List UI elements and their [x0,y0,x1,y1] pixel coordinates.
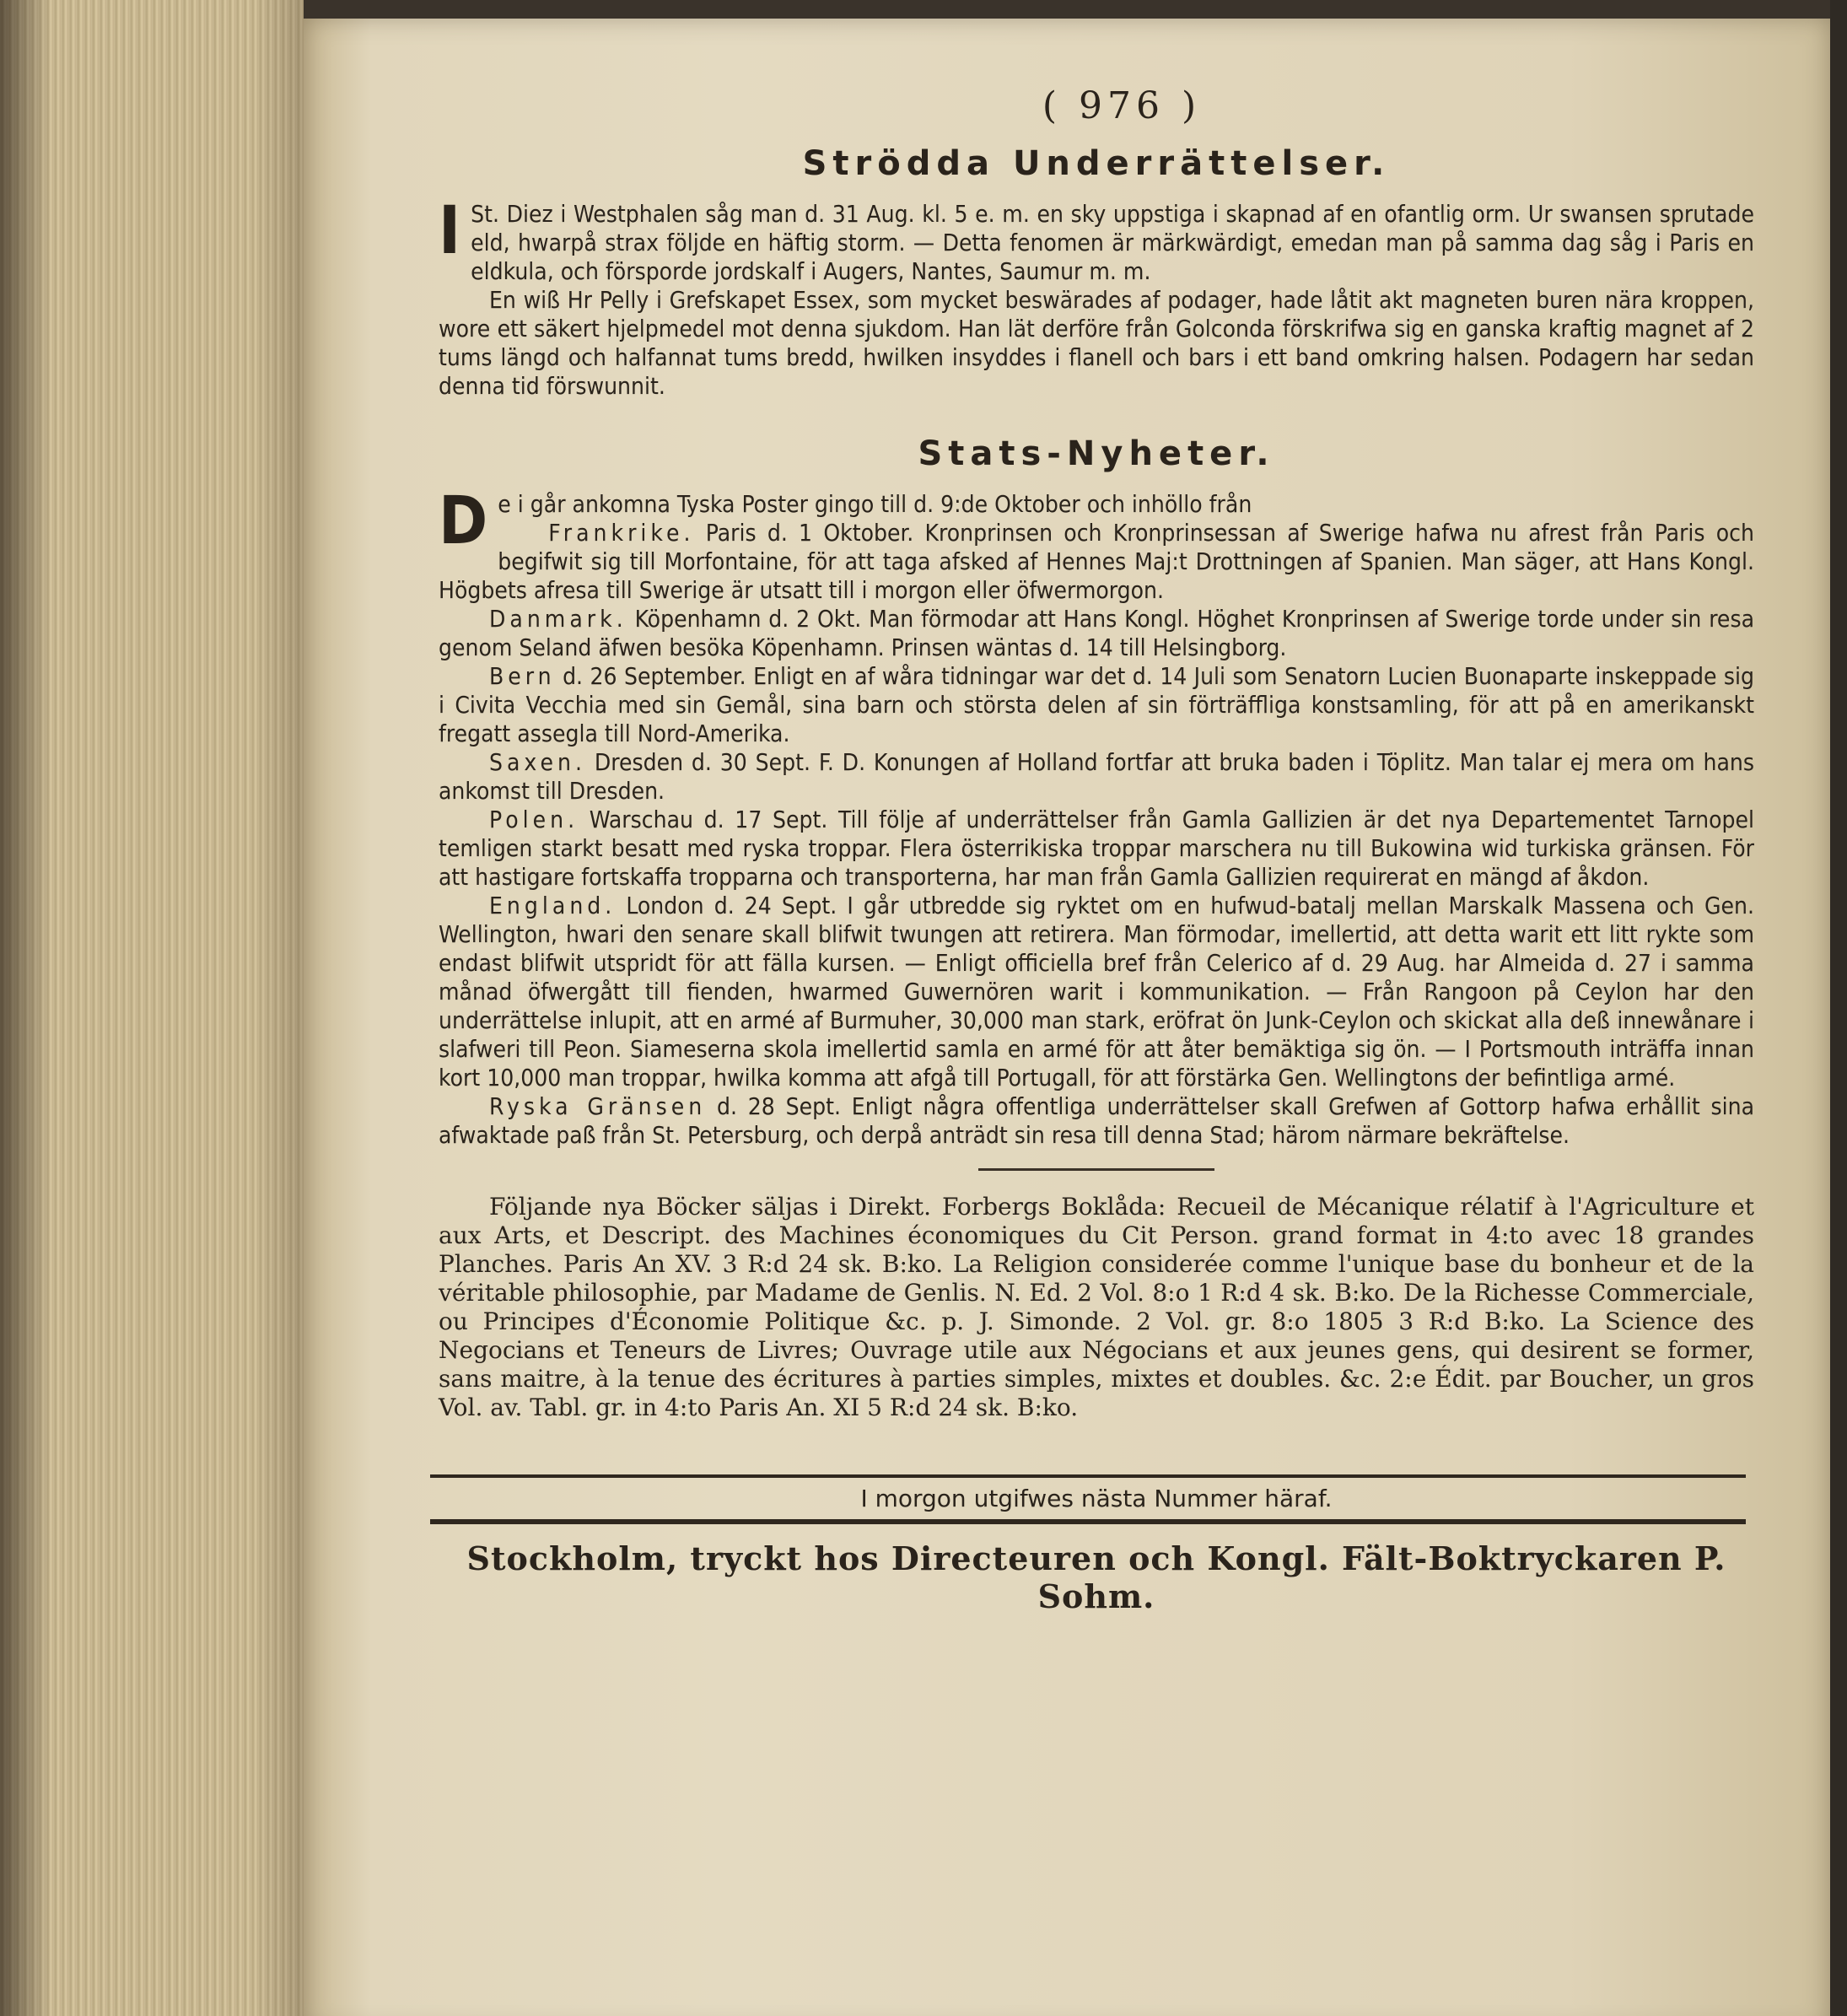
news-item [439,806,1754,892]
section-title-strodda: Strödda Underrättelser. [802,144,1391,183]
news-text: Warschau d. 17 Sept. Till följe af underrättelser från Gamla Gallizien är det nya Departementet Tarnopel temligen starkt besatt med ryska troppar. Flera österrikiska troppar marschera nu till Bukowina wid turkiska gränsen. För att hastigare fortskaffa tropparna och transporterna, har man från Gamla Gallizien requirerat en mängd af åkdon. [439,806,1754,891]
book-advertisement: Följande nya Böcker säljas i Direkt. Forbergs Boklåda: Recueil de Mécanique rélatif à l'Agriculture et aux Arts, et Descript. des Machines économiques du Cit Person. grand format in 4:to avec 18 grandes Planches. Paris An XV. 3 R:d 24 sk. B:ko. La Religion considerée comme l'unique base du bonheur et de la véritable philosophie, par Madame de Genlis. N. Ed. 2 Vol. 8:o 1 R:d 4 sk. B:ko. De la Richesse Commerciale, ou Principes d'Économie Politique &c. p. J. Simonde. 2 Vol. gr. 8:o 1805 3 R:d B:ko. La Science des Negocians et Teneurs de Livres; Ouvrage utile aux Négocians et aux jeunes gens, qui desirent se former, sans maitre, à la tenue des écritures à parties simples, mixtes et doubles. &c. 2:e Édit. par Boucher, un gros Vol. av. Tabl. gr. in 4:to Paris An. XI 5 R:d 24 sk. B:ko. [439,1193,1754,1421]
notice-rule-top [430,1474,1746,1478]
news-text: Dresden d. 30 Sept. F. D. Konungen af Holland fortfar att bruka baden i Töplitz. Man talar ej mera om hans ankomst till Dresden. [439,748,1755,805]
news-text: d. 26 September. Enligt en af wåra tidningar war det d. 14 Juli som Senatorn Lucien Buonaparte inskeppade sig i Civita Vecchia med sin Gemål, sina barn och största delen af sin förträffliga konstsamling, för att på en amerikanskt fregatt assegla till Nord-Amerika. [439,662,1755,747]
page-edges [0,0,329,2016]
paragraph-text: e i går ankomna Tyska Poster gingo till d. 9:de Oktober och inhöllo från [498,490,1252,518]
news-country: Bern [489,662,556,690]
news-text: London d. 24 Sept. I går utbredde sig ryktet om en hufwud-batalj mellan Marskalk Massena och Gen. Wellington, hwari den senare skall blifwit twungen att retirera. Man förmodar, imellertid, att detta warit ett litt rykte som endast blifwit utspridt för att fälla kursen. — Enligt officiella bref från Celerico af d. 29 Aug. har Almeida d. 27 i samma månad öfwergått till fienden, hwarmed Guwernören warit i kommunikation. — Från Rangoon på Ceylon har den underrättelse inlupit, att en armé af Burmuher, 30,000 man stark, eröfrat ön Junk-Ceylon och skickat alla deß innewånare i slafweri till Peon. Siameserna skola imellertid samla en armé för att åter bemäktiga sig ön. — I Portsmouth inträffa innan kort 10,000 man troppar, hwilka komma att afgå till Portugall, för att förstärka Gen. Wellingtons der befintliga armé. [439,892,1754,1092]
news-item [439,748,1754,806]
notice-rule-bottom [430,1519,1746,1524]
section-divider [978,1168,1214,1171]
next-issue-notice: I morgon utgifwes nästa Nummer häraf. [860,1485,1333,1512]
news-country: Frankrike. [548,519,695,547]
news-text: d. 28 Sept. Enligt några offentliga underrättelser skall Grefwen af Gottorp hafwa erhållit sina afwaktade paß från St. Petersburg, och derpå anträdt sin resa till denna Stad; härom närmare bekräftelse. [439,1092,1755,1149]
dropcap: D [439,483,488,559]
news-item [439,519,1754,605]
news-country: Ryska Gränsen [489,1092,707,1120]
top-shadow [304,0,1847,19]
page-content [439,84,1754,1615]
news-country: Danmark. [489,605,627,633]
news-text: Paris d. 1 Oktober. Kronprinsen och Kronprinsessan af Swerige hafwa nu afrest från Paris och begifwit sig till Morfontaine, för att taga afsked af Hennes Maj:t Drottningen af Spanien. Man säger, att Hans Kongl. Högbets afresa till Swerige är utsatt till i morgon eller öfwermorgon. [439,519,1755,604]
dropcap: I [439,193,461,269]
article-paragraph [439,193,1754,286]
news-item [439,892,1754,1092]
page-number: ( 976 ) [1042,84,1202,127]
news-item [439,1092,1754,1150]
news-item [439,605,1754,662]
printer-imprint: Stockholm, tryckt hos Directeuren och Kongl. Fält-Boktryckaren P. Sohm. [466,1539,1726,1615]
paragraph-text: St. Diez i Westphalen såg man d. 31 Aug. kl. 5 e. m. en sky uppstiga i skapnad af en ofantlig orm. Ur swansen sprutade eld, hwarpå strax följde en häftig storm. — Detta fenomen är märkwärdigt, emedan man på samma dag såg i Paris en eldkula, och försporde jordskalf i Augers, Nantes, Saumur m. m. [471,200,1754,285]
news-text: Köpenhamn d. 2 Okt. Man förmodar att Hans Kongl. Höghet Kronprinsen af Swerige torde under sin resa genom Seland äfwen besöka Köpenhamn. Prinsen wäntas d. 14 till Helsingborg. [439,605,1754,661]
news-country: England. [489,892,617,919]
news-item [439,662,1754,748]
news-country: Polen. [489,806,579,833]
news-country: Saxen. [489,748,586,776]
section-title-stats-nyheter: Stats-Nyheter. [918,434,1275,473]
right-shadow [1830,0,1847,2016]
article-paragraph: En wiß Hr Pelly i Grefskapet Essex, som mycket beswärades af podager, hade låtit akt magneten buren nära kroppen, wore ett säkert hjelpmedel mot denna sjukdom. Han lät derföre från Golconda förskrifwa sig en ganska kraftig magnet af 2 tums längd och halfannat tums bredd, hwilken insyddes i flanell och bars i ett band omkring halsen. Podagern har sedan denna tid förswunnit. [439,286,1754,400]
